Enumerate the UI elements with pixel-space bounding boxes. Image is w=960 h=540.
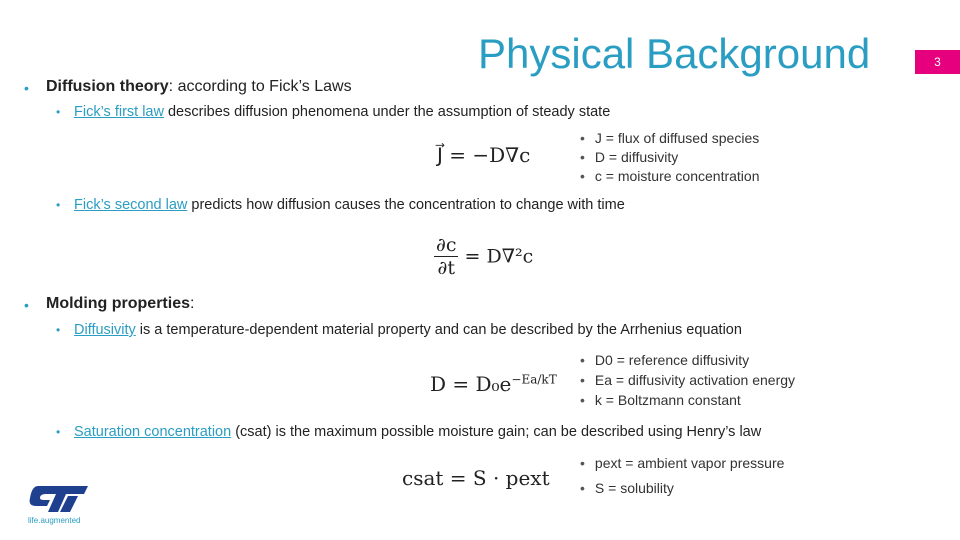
first-law-equation: J⃗ = −D∇c xyxy=(437,143,531,167)
first-law-var-2: • D = diffusivity xyxy=(580,149,679,165)
diffusivity-line xyxy=(74,322,742,338)
first-law-var-1: • J = flux of diffused species xyxy=(580,130,760,146)
saturation-text: is the maximum possible moisture gain; can be described using Henry’s law xyxy=(271,424,762,440)
bullet-icon: • xyxy=(24,297,29,313)
page-number-badge: 3 xyxy=(915,50,960,74)
molding-heading xyxy=(46,295,194,313)
henry-var-2: • S = solubility xyxy=(580,480,674,496)
saturation-link[interactable]: Saturation concentration xyxy=(74,424,232,440)
diffusion-heading xyxy=(46,78,352,96)
henry-var-1: • pext = ambient vapor pressure xyxy=(580,455,785,471)
diffusivity-text: is a temperature-dependent material property and can be described by the Arrhenius equation xyxy=(135,322,742,338)
diffusion-heading-bold: Diffusion theory xyxy=(46,78,169,95)
bullet-icon: • xyxy=(56,323,61,337)
logo-tagline: life.augmented xyxy=(28,516,81,525)
molding-heading-bold: Molding properties xyxy=(46,295,190,312)
second-law-link[interactable]: Fick’s second law xyxy=(74,197,188,213)
second-law-numerator: ∂c xyxy=(436,234,457,256)
st-logo-icon xyxy=(28,484,90,519)
molding-heading-rest: : xyxy=(190,295,195,312)
saturation-csat: (csat) xyxy=(231,424,272,440)
henry-equation: csat = S · pext xyxy=(402,466,550,490)
second-law-rhs: = D∇²c xyxy=(464,245,534,268)
second-law-line xyxy=(74,197,625,213)
bullet-icon: • xyxy=(56,425,61,439)
saturation-line xyxy=(74,424,761,440)
diffusivity-link[interactable]: Diffusivity xyxy=(74,322,136,338)
arrhenius-var-2: • Ea = diffusivity activation energy xyxy=(580,372,796,388)
first-law-var-3: • c = moisture concentration xyxy=(580,168,760,184)
page-title: Physical Background xyxy=(478,30,871,77)
arrhenius-equation xyxy=(430,372,557,396)
arrhenius-base: D = D₀e xyxy=(430,372,512,396)
bullet-icon: • xyxy=(24,80,29,96)
second-law-text: predicts how diffusion causes the concentration to change with time xyxy=(187,197,625,213)
arrhenius-var-1: • D0 = reference diffusivity xyxy=(580,352,750,368)
arrhenius-exponent: −Ea/kT xyxy=(511,372,557,387)
first-law-line xyxy=(74,104,610,120)
arrhenius-var-3: • k = Boltzmann constant xyxy=(580,392,741,408)
second-law-equation xyxy=(434,234,533,279)
second-law-denominator: ∂t xyxy=(437,257,455,279)
bullet-icon: • xyxy=(56,198,61,212)
first-law-text: describes diffusion phenomena under the assumption of steady state xyxy=(163,104,611,120)
diffusion-heading-rest: : according to Fick’s Laws xyxy=(168,78,352,95)
first-law-link[interactable]: Fick’s first law xyxy=(74,104,164,120)
bullet-icon: • xyxy=(56,105,61,119)
